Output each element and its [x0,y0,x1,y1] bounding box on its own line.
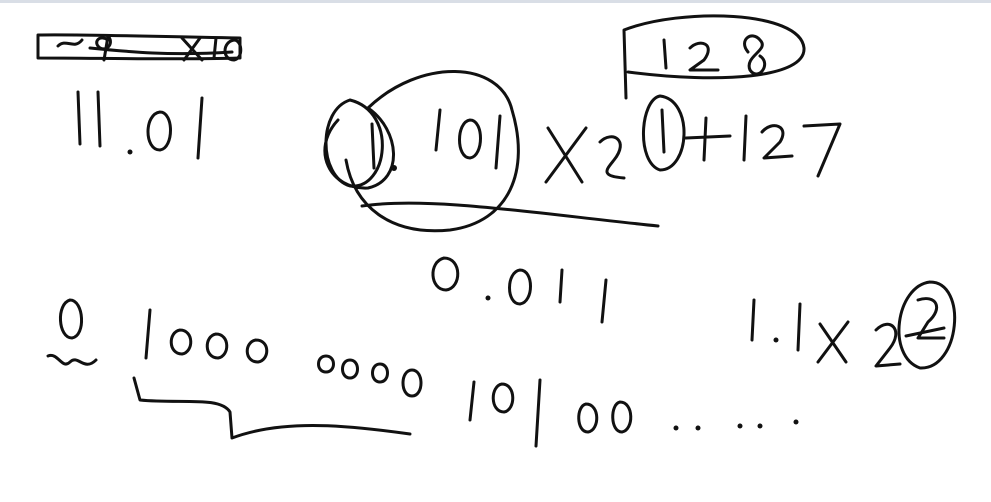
boxed-128 [624,16,804,98]
handwritten-0-011 [433,258,606,322]
handwritten-11-01 [78,92,202,158]
handwritten-exponent-1000-0000 [134,310,421,438]
circled-leading-one [325,71,658,230]
circled-exponent-one [643,96,684,170]
handwritten-1-1-x-2-neg-2 [752,282,955,368]
handwritten-101-x-2 [436,110,624,182]
handwritten-plus-127 [686,116,840,176]
handwritten-mantissa-10100 [470,380,799,446]
scribble-crossed-out-9x10 [38,35,241,60]
handwritten-sign-bit-0 [48,300,96,364]
